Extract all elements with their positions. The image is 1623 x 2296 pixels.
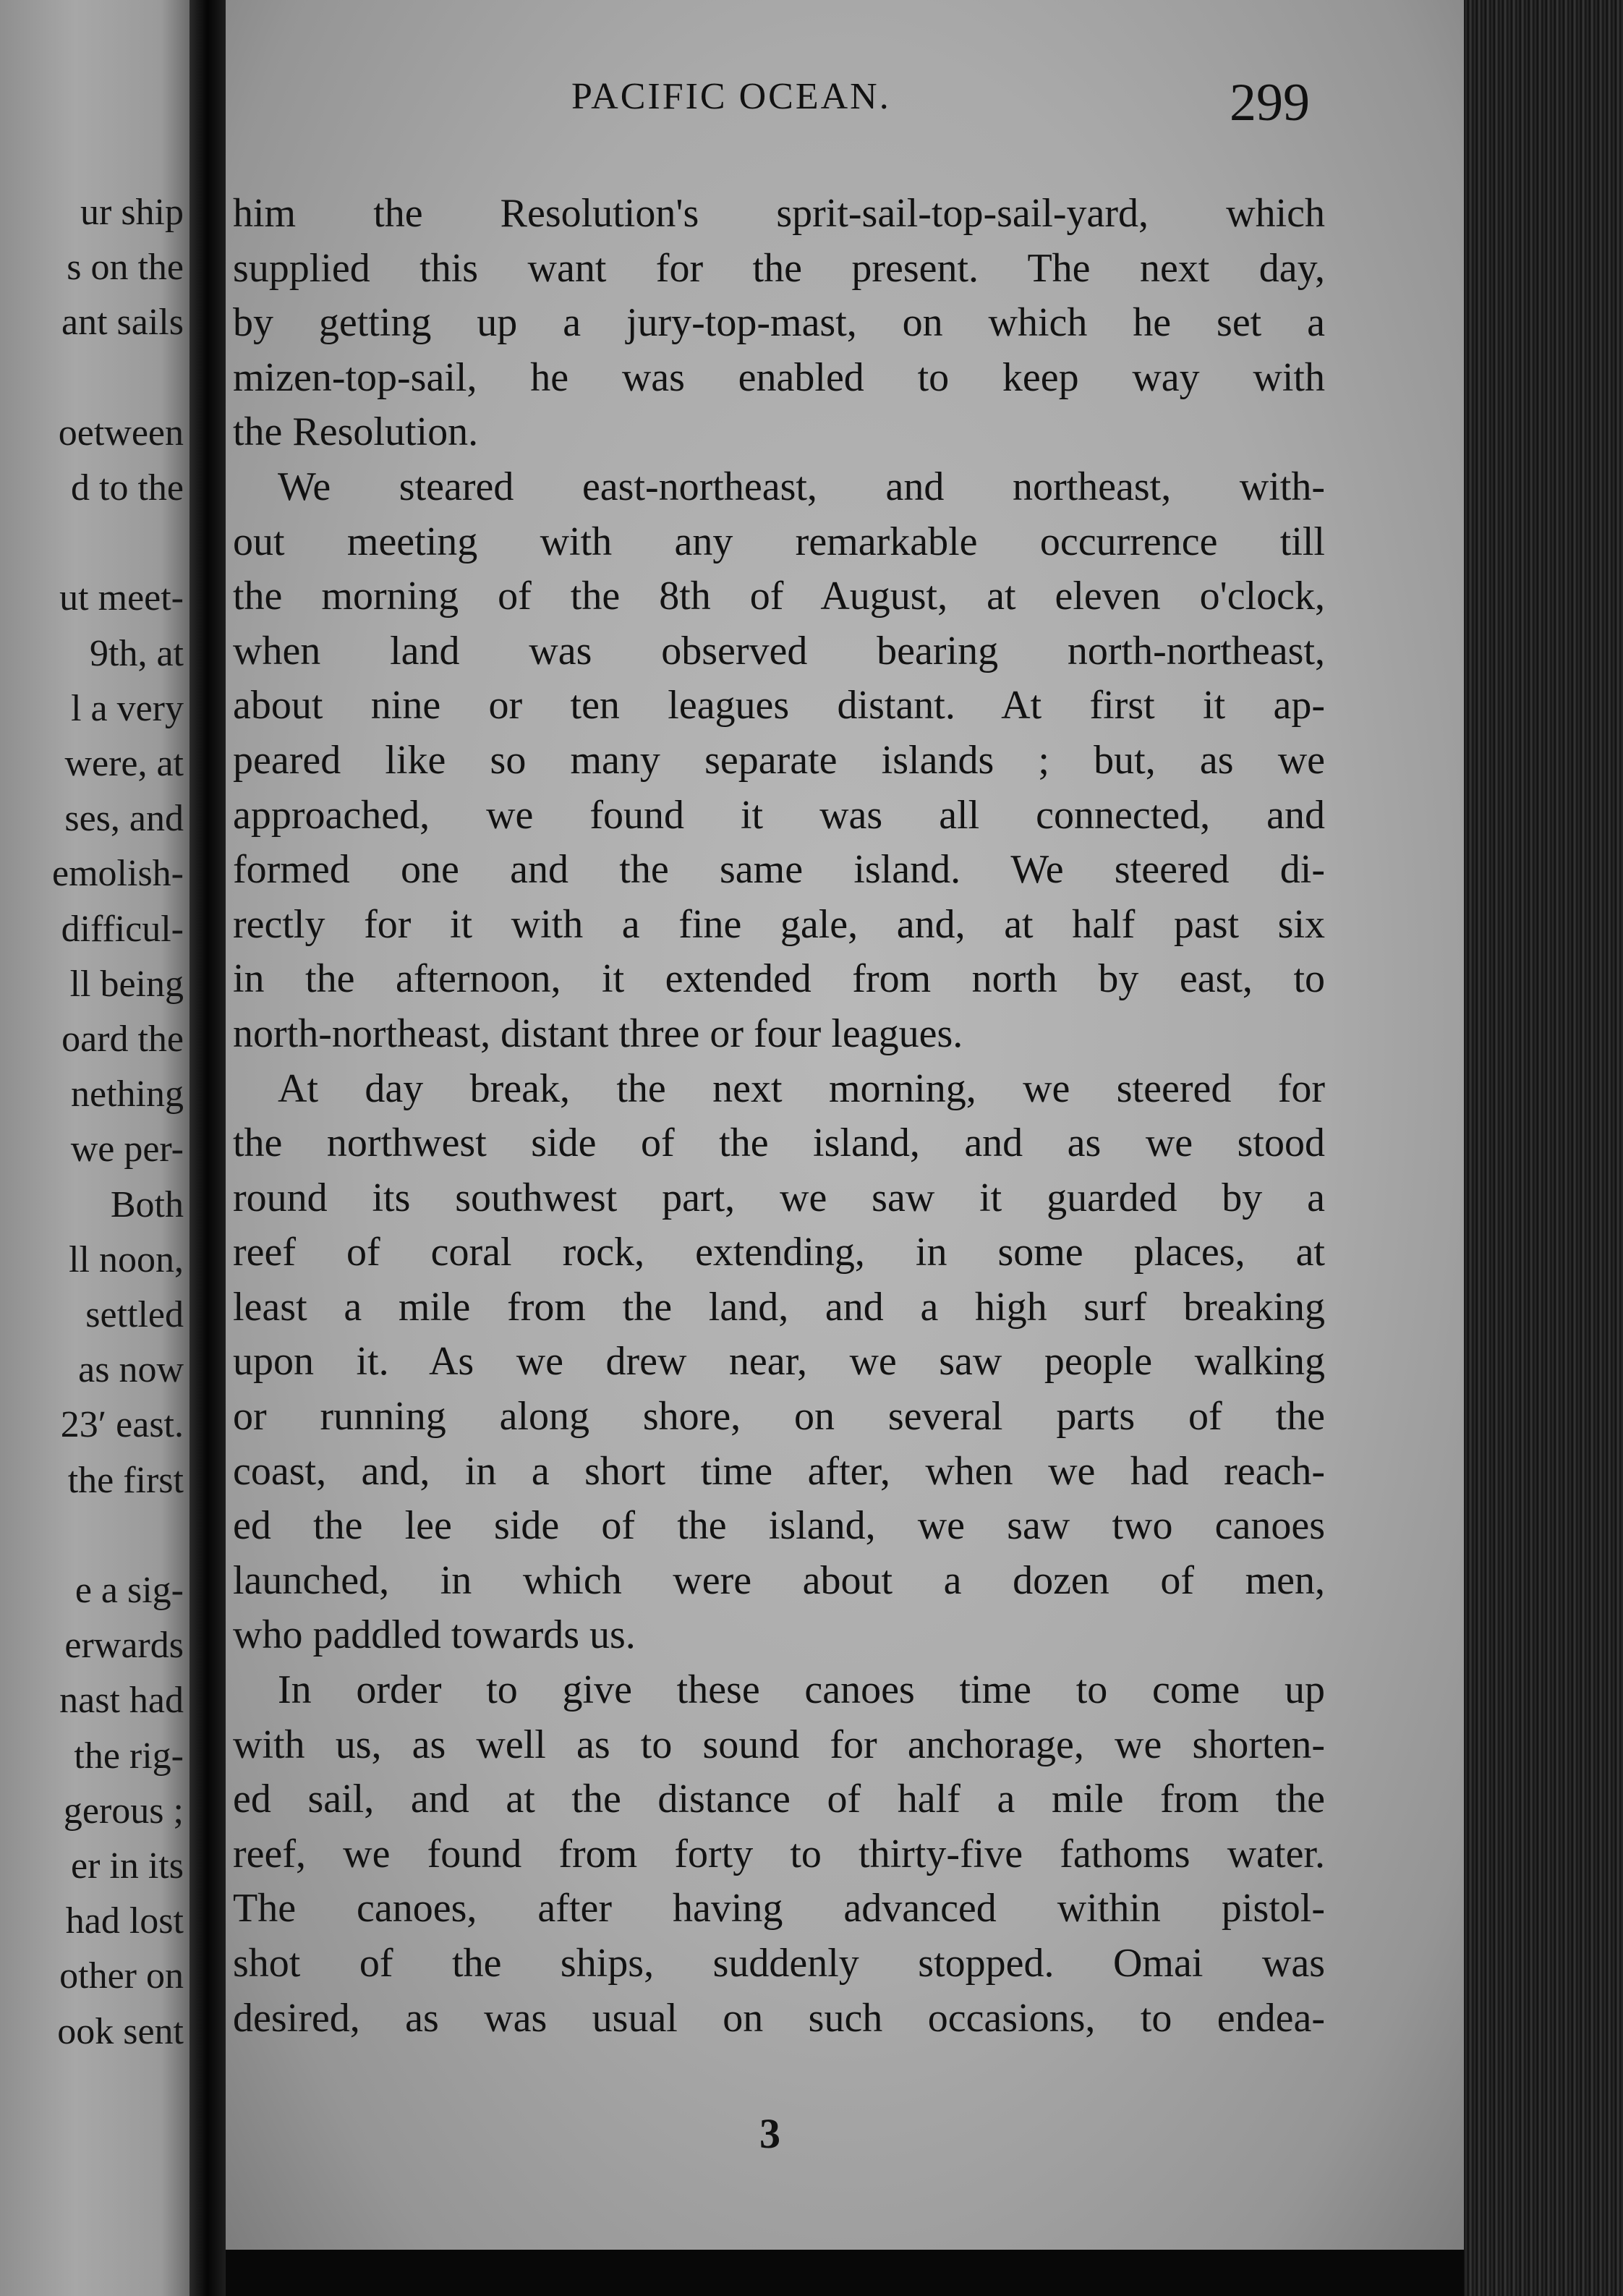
- text-line: least a mile from the land, and a high surf breaking: [233, 1284, 1325, 1330]
- previous-page-line: e a sig-: [74, 1570, 184, 1611]
- text-line: In order to give these canoes time to come up: [278, 1667, 1325, 1713]
- previous-page-line: ses, and: [64, 798, 184, 840]
- previous-page-line: Both: [110, 1183, 184, 1225]
- body-text: [233, 187, 1325, 2046]
- book-gutter: [189, 0, 226, 2296]
- text-line: reef of coral rock, extending, in some places, at: [233, 1230, 1325, 1275]
- previous-page-line: gerous ;: [63, 1790, 184, 1832]
- text-line: launched, in which were about a dozen of men,: [233, 1557, 1325, 1603]
- previous-page-line: had lost: [65, 1900, 184, 1942]
- page-number: 299: [1230, 73, 1310, 132]
- text-line: reef, we found from forty to thirty-five fathoms water.: [233, 1831, 1325, 1876]
- previous-page-line: ant sails: [61, 302, 184, 344]
- text-line: round its southwest part, we saw it guarded by a: [233, 1175, 1325, 1220]
- text-line: by getting up a jury-top-mast, on which he set a: [233, 300, 1325, 346]
- text-line: ed the lee side of the island, we saw two canoes: [233, 1503, 1325, 1549]
- text-line: north-northeast, distant three or four leagues.: [233, 1011, 963, 1056]
- text-line: ed sail, and at the distance of half a mile from the: [233, 1777, 1325, 1822]
- previous-page-line: d to the: [71, 467, 184, 509]
- signature-mark: 3: [759, 2110, 780, 2157]
- text-line: supplied this want for the present. The next day,: [233, 245, 1325, 291]
- text-line: him the Resolution's sprit-sail-top-sail-yard, which: [233, 191, 1325, 236]
- text-line: mizen-top-sail, he was enabled to keep way with: [233, 354, 1325, 400]
- previous-page-line: ll noon,: [69, 1238, 184, 1280]
- text-line: the morning of the 8th of August, at eleven o'clock,: [233, 574, 1325, 619]
- previous-page-line: as now: [78, 1349, 184, 1391]
- text-line: The canoes, after having advanced within pistol-: [233, 1886, 1325, 1931]
- text-line: in the afternoon, it extended from north by east, to: [233, 956, 1325, 1002]
- previous-page-line: nast had: [59, 1680, 184, 1722]
- text-line: when land was observed bearing north-northeast,: [233, 628, 1325, 673]
- previous-page-line: other on: [59, 1955, 184, 1997]
- text-line: formed one and the same island. We steered di-: [233, 847, 1325, 893]
- previous-page-line: settled: [85, 1294, 184, 1335]
- running-head: PACIFIC OCEAN.: [571, 76, 891, 117]
- text-line: approached, we found it was all connected, and: [233, 792, 1325, 838]
- previous-page-line: difficul-: [61, 908, 184, 950]
- previous-page-line: emolish-: [52, 853, 184, 895]
- previous-page-line: were, at: [64, 743, 184, 784]
- previous-page-line: nething: [71, 1073, 184, 1115]
- text-line: rectly for it with a fine gale, and, at half past six: [233, 901, 1325, 947]
- previous-page-line: we per-: [70, 1128, 184, 1170]
- previous-page-line: oetween: [58, 412, 184, 454]
- text-line: coast, and, in a short time after, when we had reach-: [233, 1448, 1325, 1494]
- text-line: out meeting with any remarkable occurrence till: [233, 519, 1325, 564]
- previous-page-line: 9th, at: [90, 632, 184, 674]
- previous-page-line: ut meet-: [59, 577, 184, 619]
- previous-page-line: the rig-: [74, 1735, 184, 1777]
- text-line: the northwest side of the island, and as we stood: [233, 1121, 1325, 1166]
- text-line: about nine or ten leagues distant. At first it ap-: [233, 683, 1325, 728]
- previous-page-line: s on the: [67, 247, 184, 289]
- text-line: peared like so many separate islands ; but, as we: [233, 737, 1325, 783]
- previous-page-line: the first: [67, 1459, 184, 1501]
- text-line: or running along shore, on several parts of the: [233, 1394, 1325, 1440]
- previous-page-line: oard the: [61, 1019, 184, 1060]
- previous-page-line: l a very: [71, 687, 184, 729]
- text-line: who paddled towards us.: [233, 1612, 636, 1658]
- text-line: shot of the ships, suddenly stopped. Omai was: [233, 1941, 1325, 1986]
- previous-page-line: ook sent: [57, 2010, 184, 2052]
- previous-page-line: ll being: [69, 963, 184, 1005]
- bottom-shadow: [226, 2250, 1464, 2296]
- text-line: upon it. As we drew near, we saw people walking: [233, 1339, 1325, 1385]
- previous-page-line: ur ship: [80, 192, 184, 233]
- previous-page-line: 23ʹ east.: [60, 1404, 184, 1446]
- text-line: We steared east-northeast, and northeast, with-: [278, 464, 1325, 509]
- previous-page-fragment: [0, 0, 189, 2296]
- text-line: the Resolution.: [233, 409, 479, 455]
- text-line: desired, as was usual on such occasions, to endea-: [233, 1995, 1325, 2041]
- text-line: At day break, the next morning, we steered for: [278, 1066, 1325, 1111]
- previous-page-line: er in its: [71, 1845, 184, 1887]
- page-block-edge: [1464, 0, 1623, 2296]
- text-line: with us, as well as to sound for anchorage, we shorten-: [233, 1722, 1325, 1767]
- previous-page-line: erwards: [64, 1625, 184, 1667]
